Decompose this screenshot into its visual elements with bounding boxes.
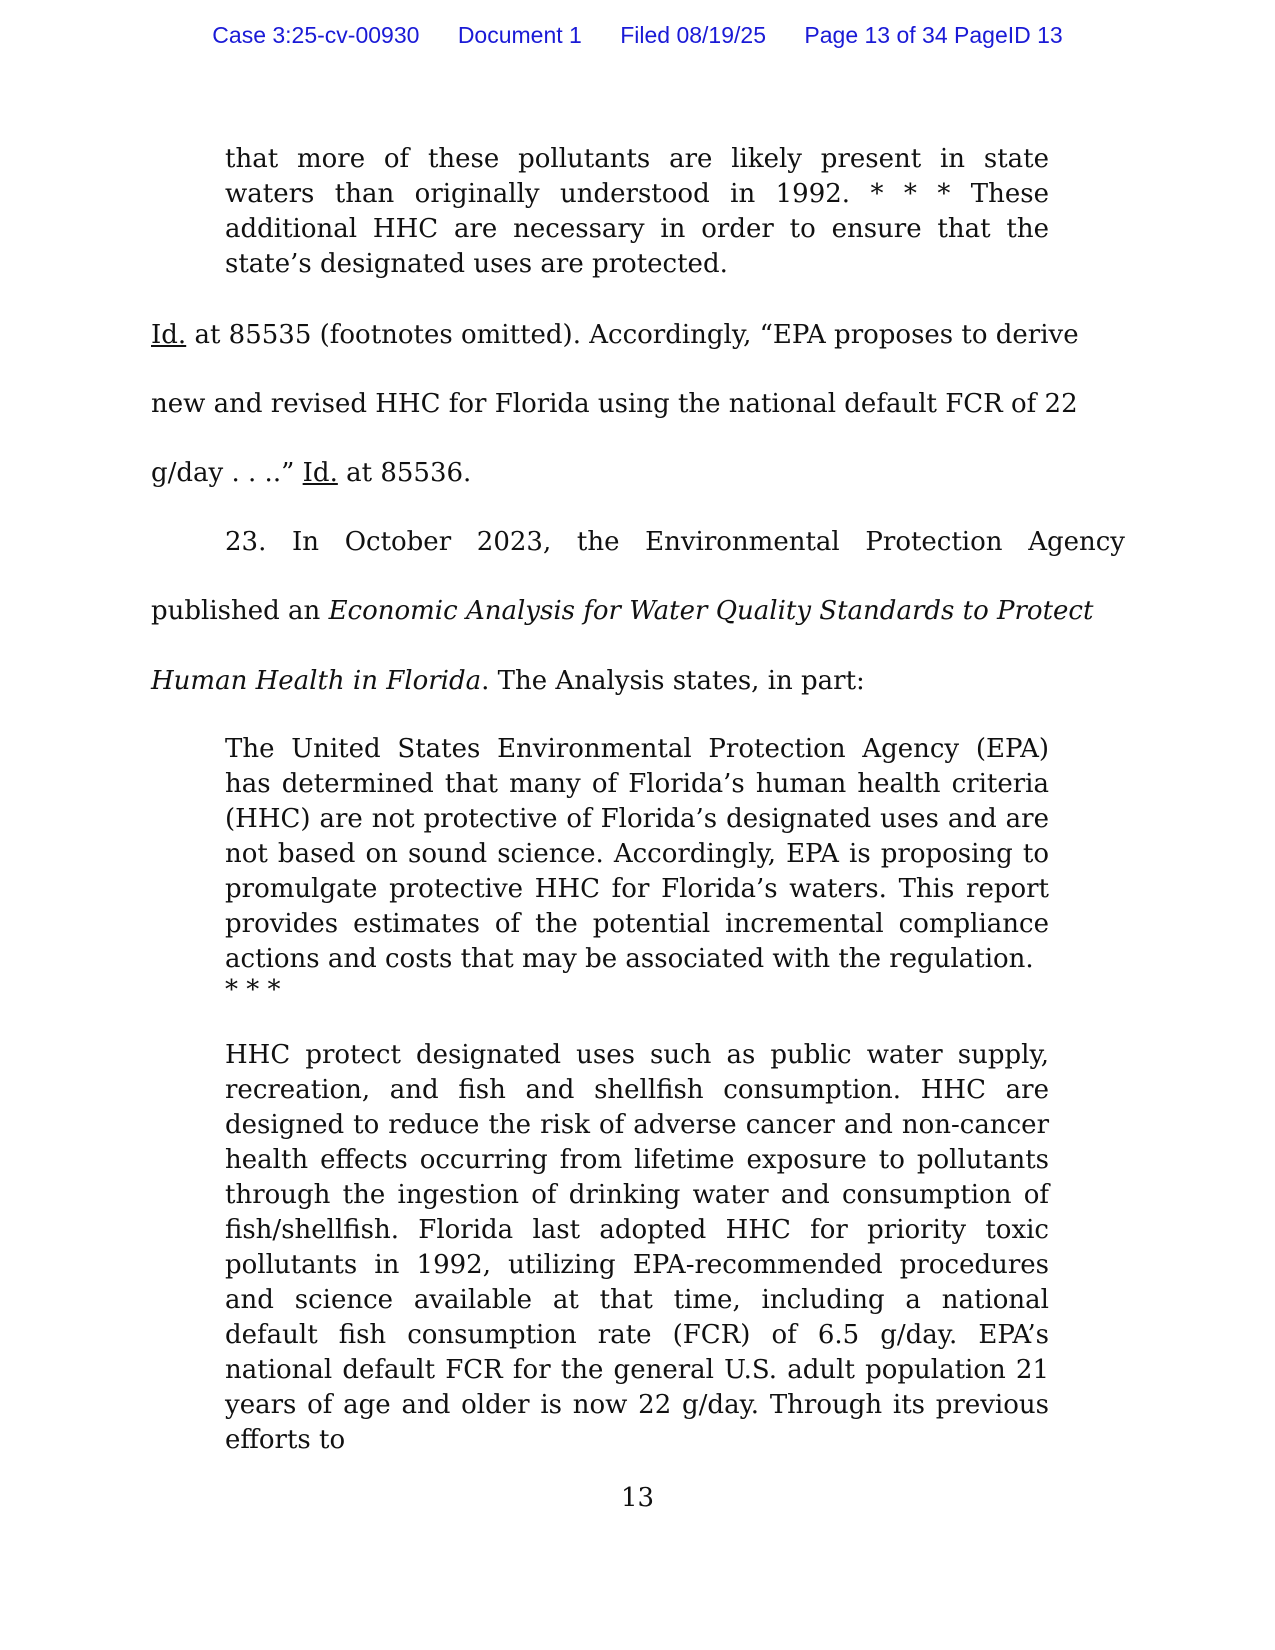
document-number: Document 1: [457, 22, 582, 48]
filed-date: Filed 08/19/25: [620, 22, 766, 48]
para-23-line-2: published an Economic Analysis for Water Quality Standards to Protect: [151, 596, 1094, 626]
para-1-line-1: Id. at 85535 (footnotes omitted). Accordingly, “EPA proposes to derive: [151, 320, 1079, 350]
report-title: Human Health in Florida: [151, 666, 482, 696]
para-23-line-3: Human Health in Florida. The Analysis states, in part:: [151, 666, 865, 696]
para-23-line-1: 23. In October 2023, the Environmental Protection Agency: [225, 525, 1125, 560]
id-citation: Id.: [151, 320, 187, 350]
quote-2-paragraph-2: HHC protect designated uses such as public water supply, recreation, and fish and shellfish consumption. HHC are designed to reduce the risk of adverse cancer and non-cancer health effects occurring from lifetime exposure to pollutants through the ingestion of drinking water and consumption of fish/shellfish. Florida last adopted HHC for priority toxic pollutants in 1992, utilizing EPA-recommended procedures and science available at that time, including a national default fish consumption rate (FCR) of 6.5 g/day. EPA’s national default FCR for the general U.S. adult population 21 years of age and older is now 22 g/day. Through its previous efforts to: [225, 1040, 1049, 1455]
block-quote-2: [225, 732, 1049, 1458]
quote-1-text: that more of these pollutants are likely present in state waters than originally understood in 1992. * * * These additional HHC are necessary in order to ensure that the state’s designated uses are protected.: [225, 144, 1049, 279]
page-number: 13: [620, 1483, 655, 1513]
block-quote-1: [225, 142, 1049, 282]
id-citation: Id.: [302, 458, 338, 488]
case-number: Case 3:25-cv-00930: [212, 22, 420, 48]
quote-2-paragraph-1: The United States Environmental Protection Agency (EPA) has determined that many of Florida’s human health criteria (HHC) are not protective of Florida’s designated uses and are not based on sound science. Accordingly, EPA is proposing to promulgate protective HHC for Florida’s waters. This report provides estimates of the potential incremental compliance actions and costs that may be associated with the regulation.: [225, 734, 1049, 974]
para-1-line-3: g/day . . ..” Id. at 85536.: [151, 458, 472, 488]
report-title: Economic Analysis for Water Quality Standards to Protect: [328, 596, 1094, 626]
paragraph-number: 23.: [225, 527, 267, 557]
section-break-stars: * * *: [225, 975, 281, 1005]
para-1-line-2: new and revised HHC for Florida using the national default FCR of 22: [151, 389, 1078, 419]
page-id: Page 13 of 34 PageID 13: [804, 22, 1063, 48]
case-header: [0, 22, 1275, 49]
